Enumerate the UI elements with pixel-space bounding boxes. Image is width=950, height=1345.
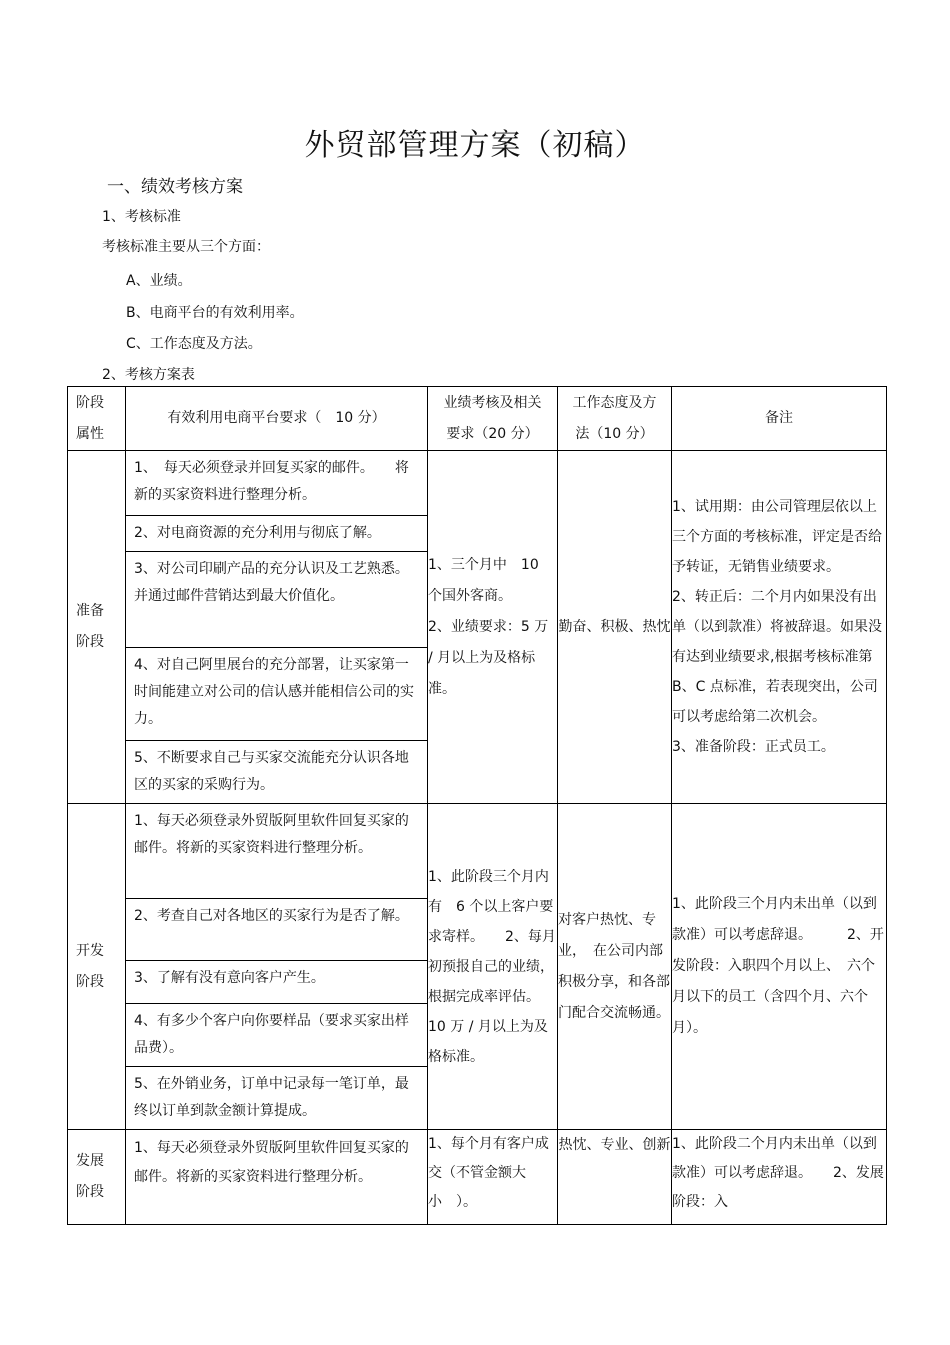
header-performance: [428, 387, 558, 451]
intro-text: 考核标准主要从三个方面：: [102, 239, 270, 255]
header-performance-label: 业绩考核及相关要求（20 分）: [443, 394, 542, 442]
list-item: 2、考查自己对各地区的买家行为是否了解。: [126, 898, 427, 960]
header-attitude: [558, 387, 672, 451]
header-stage: [68, 387, 126, 451]
notes-cell: 1、此阶段三个月内未出单（以到款准）可以考虑辞退。 2、开发阶段：入职四个月以上、 六个月以下的员工（含四个月、六个月）。: [672, 804, 887, 1130]
stage-cell: [68, 804, 126, 1130]
stage-label: 开发阶段: [76, 942, 104, 990]
header-platform-label: 有效利用电商平台要求（ 10 分）: [167, 410, 386, 426]
header-platform: [126, 387, 428, 451]
stage-label: 准备阶段: [76, 603, 104, 650]
platform-cell: [126, 451, 428, 804]
criteria-item-c: C、工作态度及方法。: [126, 336, 262, 352]
list-item: 1、 每天必须登录并回复买家的邮件。 将新的买家资料进行整理分析。: [126, 451, 427, 515]
list-item: 4、有多少个客户向你要样品（要求买家出样品费）。: [126, 1003, 427, 1066]
stage-cell: [68, 1130, 126, 1225]
subheading-table: 2、考核方案表: [102, 367, 195, 383]
attitude-cell: 勤奋、积极、热忱: [558, 451, 672, 804]
list-item: 3、了解有没有意向客户产生。: [126, 960, 427, 1003]
platform-cell: [126, 1130, 428, 1225]
assessment-table: [67, 386, 887, 1225]
list-item: 2、对电商资源的充分利用与彻底了解。: [126, 515, 427, 551]
attitude-cell: 对客户热忱、专业， 在公司内部积极分享，和各部门配合交流畅通。: [558, 804, 672, 1130]
header-notes-label: 备注: [765, 410, 793, 426]
criteria-item-b: B、电商平台的有效利用率。: [126, 305, 304, 321]
list-item: 4、对自己阿里展台的充分部署，让买家第一时间能建立对公司的信认感并能相信公司的实力。: [126, 647, 427, 740]
list-item: 3、对公司印刷产品的充分认识及工艺熟悉。并通过邮件营销达到最大价值化。: [126, 551, 427, 647]
header-notes: [672, 387, 887, 451]
header-stage-label: 阶段属性: [76, 394, 104, 442]
header-attitude-label: 工作态度及方法（10 分）: [572, 394, 657, 442]
notes-cell: 1、试用期：由公司管理层依以上三个方面的考核标准，评定是否给予转证，无销售业绩要求。 2、转正后：二个月内如果没有出单（以到款准）将被辞退。如果没有达到业绩要求,根据考核标准第 B、C 点标准，若表现突出，公司可以考虑给第二次机会。 3、准备阶段：正式员工。: [672, 451, 887, 804]
row-development: [68, 804, 887, 1130]
stage-label: 发展阶段: [76, 1153, 104, 1200]
list-item: 5、不断要求自己与买家交流能充分认识各地区的买家的采购行为。: [134, 749, 409, 793]
list-item: 5、在外销业务，订单中记录每一笔订单，最终以订单到款金额计算提成。: [134, 1075, 409, 1119]
performance-cell: 1、此阶段三个月内有 6 个以上客户要求寄样。 2、每月初预报自己的业绩， 根据完成率评估。10 万 / 月以上为及格标准。: [428, 804, 558, 1130]
list-item: 1、每天必须登录外贸版阿里软件回复买家的邮件。将新的买家资料进行整理分析。: [126, 804, 427, 898]
performance-cell: 1、每个月有客户成交（不管金额大小 ）。: [428, 1130, 558, 1225]
document-title: 外贸部管理方案（初稿）: [304, 128, 646, 163]
attitude-cell: 热忱、专业、创新: [558, 1130, 672, 1225]
list-item: 1、每天必须登录外贸版阿里软件回复买家的邮件。将新的买家资料进行整理分析。: [134, 1140, 409, 1185]
stage-cell: [68, 451, 126, 804]
performance-cell: 1、三个月中 10 个国外客商。 2、业绩要求：5 万 / 月以上为及格标准。: [428, 451, 558, 804]
subheading-criteria: 1、考核标准: [102, 209, 181, 225]
row-preparation: [68, 451, 887, 804]
notes-cell: 1、此阶段二个月内未出单（以到款准）可以考虑辞退。 2、发展阶段：入: [672, 1130, 887, 1225]
criteria-item-a: A、业绩。: [126, 273, 192, 289]
platform-cell: [126, 804, 428, 1130]
row-growth: [68, 1130, 887, 1225]
section-heading: 一、绩效考核方案: [107, 177, 243, 197]
